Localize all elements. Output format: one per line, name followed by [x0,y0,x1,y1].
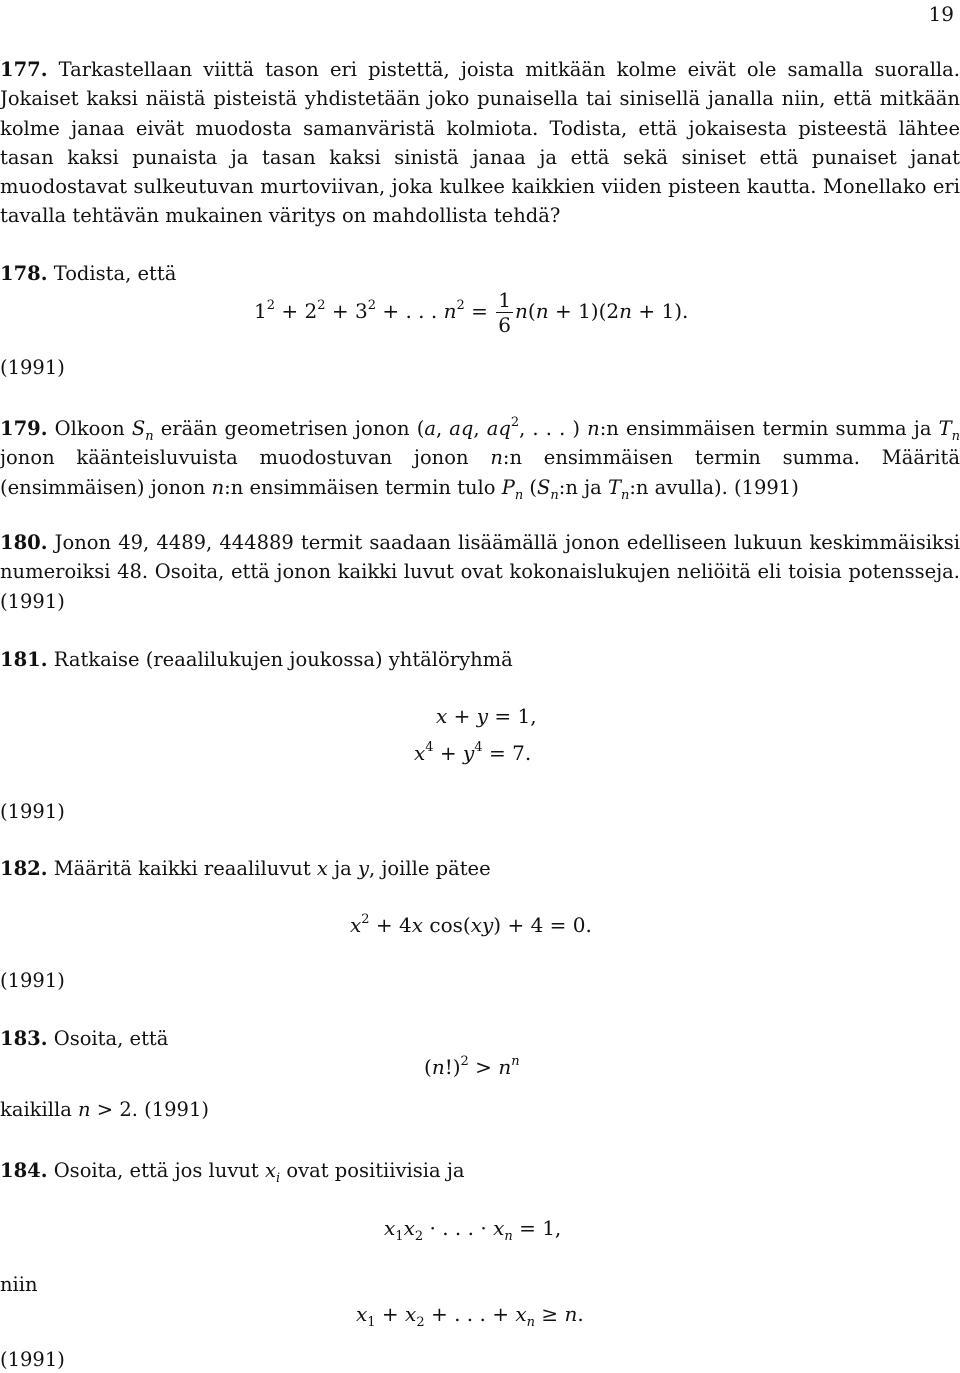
problem-177 [0,55,960,231]
equation-184-condition: $x_1x_2$ · . . . · $x_n = 1$, [384,1216,562,1244]
problem-number: 179. [0,417,48,440]
problem-183-condition: kaikilla n > 2. (1991) [0,1098,209,1121]
problem-179: 179. Olkoon $S_n$ erään geometrisen jonon (a, aq, $aq^2$, . . . ) n:n ensimmäisen termin summa ja $T_n$ jonon käänteisluvuista muodostuvan jonon n:n ensimmäisen termin summa. Määritä (ensimmäisen) jonon n:n ensimmäisen termin tulo $P_n$ ($S_n:n$ ja $T_n:n$ avulla). (1991) [0,415,960,503]
problem-183 [0,1027,168,1051]
problem-year: (1991) [0,356,65,379]
problem-number: 183. [0,1027,48,1050]
problem-year: (1991) [0,800,65,823]
problem-number: 180. [0,531,48,554]
problem-number: 181. [0,648,48,671]
page-number: 19 [928,2,954,26]
problem-182: 182. Määritä kaikki reaaliluvut x ja y, joille pätee [0,857,491,880]
problem-year: (1991) [0,969,65,992]
problem-180 [0,528,960,616]
problem-intro: Osoita, että [53,1027,169,1050]
problem-184: 184. Osoita, että jos luvut $x_i$ ovat positiivisia ja [0,1159,465,1186]
problem-number: 184. [0,1159,48,1182]
equation-182: $x^2 + 4x$ cos(xy) + 4 = 0. [350,912,592,937]
problem-number: 182. [0,857,48,880]
problem-year: (1991) [733,475,799,499]
problem-number: 178. [0,262,48,285]
problem-intro: Todista, että [53,262,177,285]
equation-183: $(n!)^2 > n^n$ [424,1054,520,1079]
problem-number: 177. [0,58,48,81]
equation-178: $1^2 + 2^2 + 3^2$ + . . . $n^2$ = $\frac{1}{6}$ n(n + 1)(2n + 1). [254,288,689,337]
equation-181-second: $x^4 + y^4 = 7$. [414,740,532,765]
problem-text: Jonon 49, 4489, 444889 termit saadaan lisäämällä jonon edelliseen lukuun keskimmäisiksi numeroiksi 48. Osoita, että jonon kaikki luvut ovat kokonaislukujen neliöitä eli toisia potensseja. (1991) [0,531,960,613]
equation-184-claim: $x_1 + x_2$ + . . . + $x_n \ge n$. [356,1302,584,1330]
equation-181-first: x + y = 1, [436,704,537,728]
problem-181 [0,648,513,672]
problem-184-niin: niin [0,1273,38,1296]
problem-year: (1991) [0,1348,65,1371]
problem-178 [0,262,176,286]
problem-text: Tarkastellaan viittä tason eri pistettä, joista mitkään kolme eivät ole samalla suoralla. Jokaiset kaksi näistä pisteistä yhdistetään joko punaisella tai sinisellä janalla niin, että mitkään kolme janaa eivät muodosta samanväristä kolmiota. Todista, että jokaisesta pisteestä lähtee tasan kaksi punaista ja tasan kaksi sinistä janaa ja että sekä siniset että punaiset janat muodostavat sulkeutuvan murtoviivan, joka kulkee kaikkien viiden pisteen kautta. Monellako eri tavalla tehtävän mukainen väritys on mahdollista tehdä? [0,58,960,228]
problem-intro: Ratkaise (reaalilukujen joukossa) yhtälöryhmä [53,648,513,671]
